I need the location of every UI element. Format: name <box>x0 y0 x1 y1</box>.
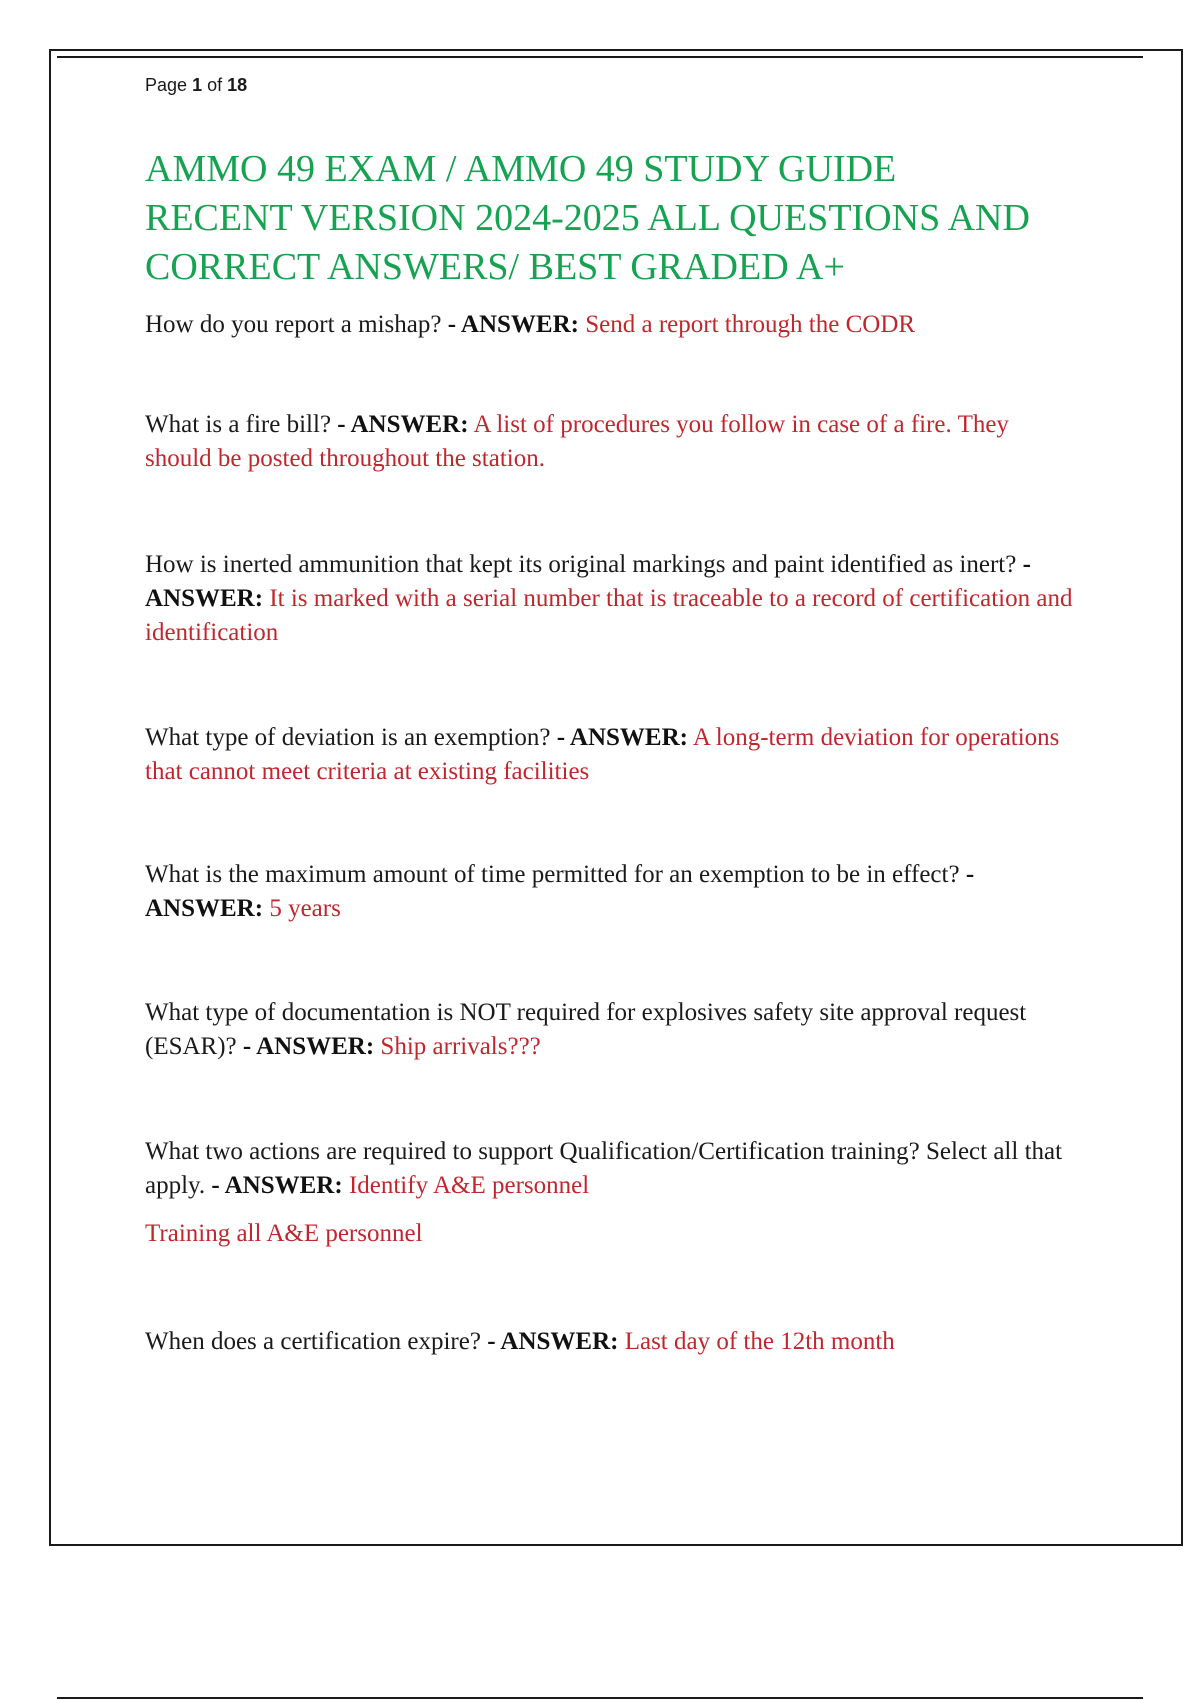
qa-item <box>145 1325 1075 1359</box>
bottom-rule <box>57 1697 1143 1699</box>
answer: A long-term deviation for operations that cannot meet criteria at existing facilities <box>145 724 1060 785</box>
question: When does a certification expire? <box>145 1328 481 1355</box>
answer-label: - ANSWER: <box>242 1033 375 1060</box>
answer-label: - ANSWER: <box>145 551 1031 612</box>
question: What type of deviation is an exemption? <box>145 724 551 751</box>
answer: Ship arrivals??? <box>380 1033 541 1060</box>
answer: It is marked with a serial number that is traceable to a record of certification and identification <box>145 585 1073 646</box>
answer: Last day of the 12th month <box>624 1328 895 1355</box>
answer-label: - ANSWER: <box>211 1172 343 1199</box>
question: How do you report a mishap? <box>145 311 442 338</box>
answer: Send a report through the CODR <box>585 311 916 338</box>
answer-label: - ANSWER: <box>487 1328 619 1355</box>
answer-label: - ANSWER: <box>145 861 975 922</box>
qa-item <box>145 858 1075 926</box>
qa-item <box>145 308 1075 342</box>
qa-item <box>145 408 1075 476</box>
page-number: Page 1 of 18 <box>145 75 248 95</box>
answer-continuation: Training all A&E personnel <box>145 1220 423 1247</box>
question: What type of documentation is NOT required for explosives safety site approval request (ESAR)? <box>145 999 1027 1060</box>
answer: 5 years <box>269 895 341 922</box>
question: How is inerted ammunition that kept its original markings and paint identified as inert? <box>145 551 1017 578</box>
question: What is a fire bill? <box>145 411 332 438</box>
question: What is the maximum amount of time permitted for an exemption to be in effect? <box>145 861 960 888</box>
document-title: AMMO 49 EXAM / AMMO 49 STUDY GUIDE RECENT VERSION 2024-2025 ALL QUESTIONS AND CORRECT ANSWERS/ BEST GRADED A+ <box>145 148 1030 288</box>
qa-item <box>145 996 1075 1064</box>
answer-label: - ANSWER: <box>556 724 688 751</box>
qa-item <box>145 1135 1075 1251</box>
qa-item <box>145 548 1075 650</box>
qa-item <box>145 721 1075 789</box>
answer: Identify A&E personnel <box>348 1172 590 1199</box>
answer: A list of procedures you follow in case of a fire. They should be posted throughout the station. <box>145 411 1009 472</box>
answer-label: - ANSWER: <box>337 411 469 438</box>
answer-label: - ANSWER: <box>447 311 579 338</box>
question: What two actions are required to support Qualification/Certification training? Select all that apply. <box>145 1138 1063 1199</box>
